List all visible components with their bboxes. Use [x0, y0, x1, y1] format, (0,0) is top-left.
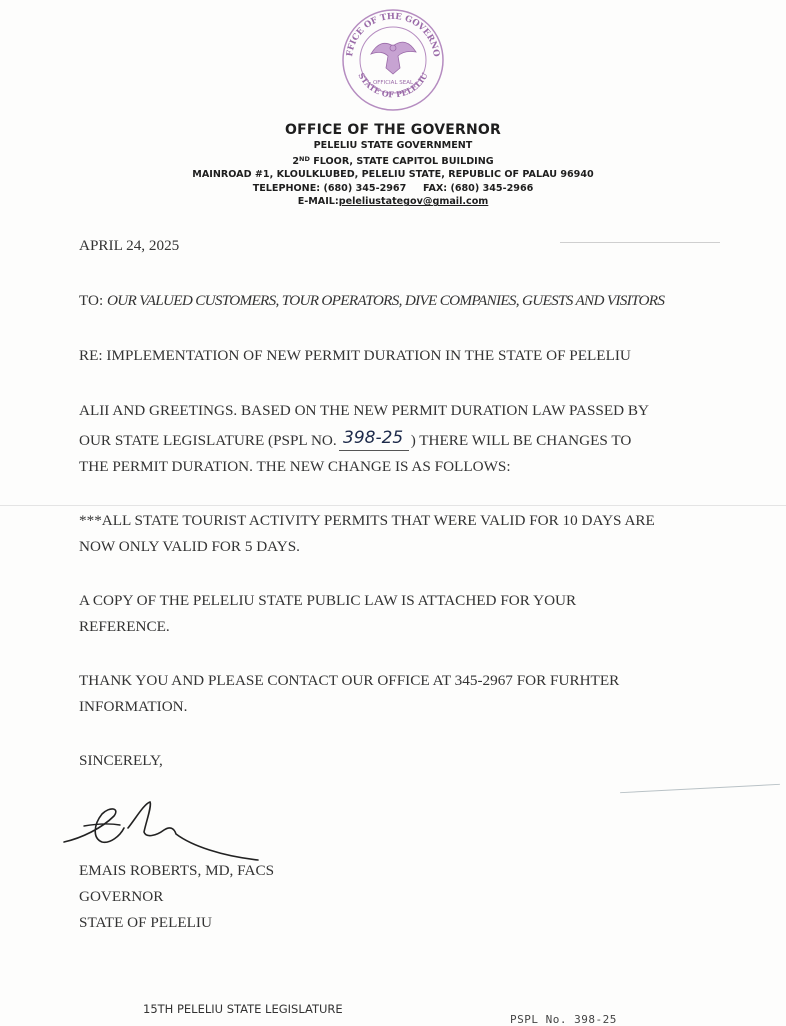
signer-title: GOVERNOR: [79, 888, 164, 905]
email-link[interactable]: peleliustategov@gmail.com: [338, 196, 489, 208]
letterhead-address: MAINROAD #1, KLOULKLUBED, PELELIU STATE, REPUBLIC OF PALAU 96940: [192, 169, 594, 181]
letterhead-government: PELELIU STATE GOVERNMENT: [313, 140, 473, 151]
scan-artifact: [560, 242, 720, 243]
next-page-legislature: 15TH PELELIU STATE LEGISLATURE: [143, 1002, 343, 1016]
paragraph-line: NOW ONLY VALID FOR 5 DAYS.: [79, 538, 300, 555]
paragraph-line: ALII AND GREETINGS. BASED ON THE NEW PERMIT DURATION LAW PASSED BY: [79, 402, 650, 419]
letter-date: APRIL 24, 2025: [79, 237, 180, 254]
signer-organization: STATE OF PELELIU: [79, 914, 212, 931]
paragraph-line: ***ALL STATE TOURIST ACTIVITY PERMITS THAT WERE VALID FOR 10 DAYS ARE: [79, 512, 655, 529]
letterhead-phone-fax: [0, 182, 786, 196]
paragraph-line: REFERENCE.: [79, 618, 170, 635]
paragraph-line: THE PERMIT DURATION. THE NEW CHANGE IS AS FOLLOWS:: [79, 458, 511, 475]
to-recipients: OUR VALUED CUSTOMERS, TOUR OPERATORS, DIVE COMPANIES, GUESTS AND VISITORS: [107, 292, 665, 309]
letterhead-email-line: [0, 195, 786, 209]
signature: [62, 798, 272, 866]
letterhead: [0, 121, 786, 209]
law-ref-before: OUR STATE LEGISLATURE (PSPL NO.: [79, 432, 337, 449]
closing: SINCERELY,: [79, 752, 163, 769]
next-page-law-ref: PSPL No. 398-25: [510, 1013, 617, 1026]
floor-suffix: ND: [299, 154, 310, 163]
seal-bottom-text: STATE OF PELELIU: [356, 70, 430, 100]
signature-block: [79, 858, 274, 936]
governor-seal: [338, 8, 448, 112]
paragraph-1: [79, 398, 649, 480]
paragraph-line: A COPY OF THE PELELIU STATE PUBLIC LAW IS ATTACHED FOR YOUR: [79, 592, 577, 609]
floor-number: 2: [292, 155, 300, 167]
paragraph-2: [79, 508, 655, 560]
scan-artifact: [620, 784, 780, 793]
letterhead-floor: [0, 153, 786, 169]
paragraph-4: [79, 668, 619, 720]
signer-name: EMAIS ROBERTS, MD, FACS: [79, 862, 275, 879]
handwritten-law-number-text: 398-25: [342, 428, 403, 448]
scan-artifact: [0, 505, 786, 506]
law-ref-after: ) THERE WILL BE CHANGES TO: [410, 432, 632, 449]
email-label: E-MAIL:: [297, 196, 339, 208]
floor-rest: FLOOR, STATE CAPITOL BUILDING: [313, 155, 494, 167]
letterhead-fax: FAX: (680) 345-2966: [423, 182, 534, 194]
to-label: TO:: [79, 292, 104, 309]
paragraph-line: THANK YOU AND PLEASE CONTACT OUR OFFICE AT 345-2967 FOR FURHTER: [79, 672, 620, 689]
handwritten-law-number: [339, 424, 409, 451]
paragraph-3: [79, 588, 576, 640]
signature-graphic: [62, 798, 272, 866]
paragraph-line: INFORMATION.: [79, 698, 188, 715]
re-line: RE: IMPLEMENTATION OF NEW PERMIT DURATION IN THE STATE OF PELELIU: [79, 347, 631, 364]
to-line: [79, 288, 664, 314]
paragraph-line: [79, 424, 649, 454]
letterhead-title: OFFICE OF THE GOVERNOR: [285, 122, 501, 138]
letterhead-telephone: TELEPHONE: (680) 345-2967: [252, 182, 407, 194]
eagle-icon: [371, 42, 416, 74]
seal-top-text: FFICE OF THE GOVERNO: [345, 11, 441, 58]
seal-graphic: [338, 8, 448, 112]
seal-center-text: OFFICIAL SEAL: [372, 80, 414, 86]
